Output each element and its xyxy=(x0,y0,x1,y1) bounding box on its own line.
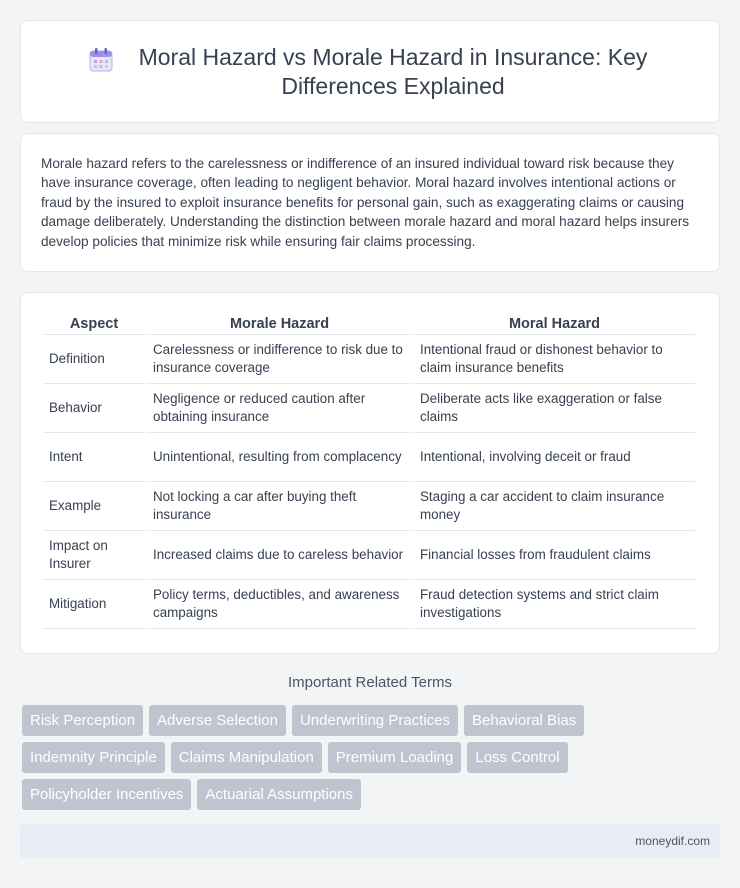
tag-indemnity-principle[interactable]: Indemnity Principle xyxy=(22,742,165,773)
tag-behavioral-bias[interactable]: Behavioral Bias xyxy=(464,705,584,736)
moral-cell: Staging a car accident to claim insurance money xyxy=(414,482,695,531)
tag-premium-loading[interactable]: Premium Loading xyxy=(328,742,462,773)
intro-paragraph: Morale hazard refers to the carelessness or indifference of an insured individual toward risk because they have insurance coverage, often leading to negligent behavior. Moral hazard involves intentional actions or fraud by the insured to exploit insurance benefits for personal gain, such as exaggerating claims or causing damage deliberately. Understanding the distinction between morale hazard and moral hazard helps insurers develop policies that minimize risk while ensuring fair claims processing. xyxy=(41,156,690,249)
tag-policyholder-incentives[interactable]: Policyholder Incentives xyxy=(22,779,191,810)
table-row xyxy=(43,384,695,433)
moral-cell: Fraud detection systems and strict claim investigations xyxy=(414,580,695,629)
header-aspect: Aspect xyxy=(43,307,145,335)
aspect-cell: Behavior xyxy=(43,384,145,433)
title-wrap xyxy=(87,43,653,101)
aspect-cell: Intent xyxy=(43,433,145,482)
table-row xyxy=(43,580,695,629)
table-row xyxy=(43,433,695,482)
tag-risk-perception[interactable]: Risk Perception xyxy=(22,705,143,736)
title-card xyxy=(20,20,720,123)
morale-cell: Negligence or reduced caution after obtaining insurance xyxy=(147,384,412,433)
morale-cell: Policy terms, deductibles, and awareness campaigns xyxy=(147,580,412,629)
intro-card xyxy=(20,133,720,272)
aspect-cell: Impact on Insurer xyxy=(43,531,145,580)
moral-cell: Deliberate acts like exaggeration or false claims xyxy=(414,384,695,433)
page-title: Moral Hazard vs Morale Hazard in Insurance: Key Differences Explained xyxy=(138,43,648,99)
header-moral-hazard: Moral Hazard xyxy=(414,307,695,335)
morale-cell: Increased claims due to careless behavior xyxy=(147,531,412,580)
aspect-cell: Definition xyxy=(43,335,145,384)
related-terms-list xyxy=(22,705,722,816)
morale-cell: Unintentional, resulting from complacency xyxy=(147,433,412,482)
comparison-table-card xyxy=(20,292,720,654)
moral-cell: Intentional, involving deceit or fraud xyxy=(414,433,695,482)
calendar-icon xyxy=(87,46,115,74)
table-row xyxy=(43,482,695,531)
tag-adverse-selection[interactable]: Adverse Selection xyxy=(149,705,286,736)
footer-site[interactable]: moneydif.com xyxy=(635,834,710,848)
morale-cell: Not locking a car after buying theft insurance xyxy=(147,482,412,531)
tag-claims-manipulation[interactable]: Claims Manipulation xyxy=(171,742,322,773)
table-header-row xyxy=(43,307,695,335)
moral-cell: Intentional fraud or dishonest behavior to claim insurance benefits xyxy=(414,335,695,384)
aspect-cell: Example xyxy=(43,482,145,531)
footer xyxy=(20,824,720,858)
tag-actuarial-assumptions[interactable]: Actuarial Assumptions xyxy=(197,779,361,810)
table-row xyxy=(43,531,695,580)
comparison-table xyxy=(41,307,697,629)
table-row xyxy=(43,335,695,384)
morale-cell: Carelessness or indifference to risk due to insurance coverage xyxy=(147,335,412,384)
header-morale-hazard: Morale Hazard xyxy=(147,307,412,335)
aspect-cell: Mitigation xyxy=(43,580,145,629)
tag-underwriting-practices[interactable]: Underwriting Practices xyxy=(292,705,458,736)
tag-loss-control[interactable]: Loss Control xyxy=(467,742,567,773)
moral-cell: Financial losses from fraudulent claims xyxy=(414,531,695,580)
related-terms-heading: Important Related Terms xyxy=(288,674,452,691)
